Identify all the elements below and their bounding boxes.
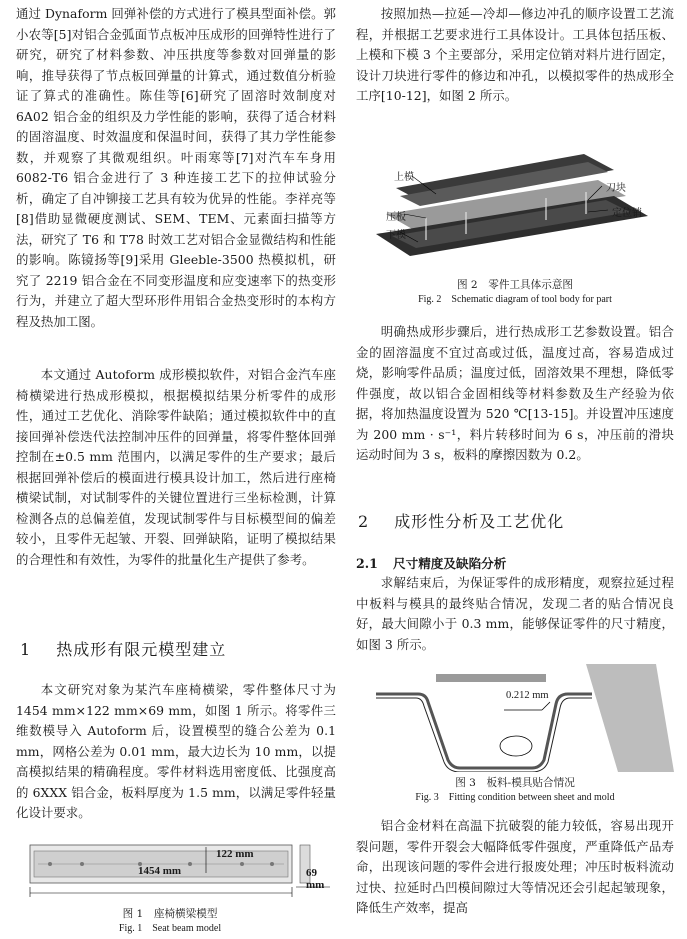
fig3-caption-en: Fig. 3 Fitting condition between sheet and mold [415, 792, 615, 803]
sheet-mold-fit-drawing [356, 664, 674, 772]
subsection-2-1-heading [356, 553, 674, 574]
left-paragraph-1: 通过 Dynaform 回弹补偿的方式进行了模具型面补偿。郭小农等[5]对铝合金弧面节点板冲压成形的回弹特性进行了研究，研究了材料参数、冲压拱度等参数对回弹量的影响，推导获得了节点板回弹量的计算式，通过数值分析验证了算式的准确性。陈佳等[6]研究了固溶时效制度对 6A02 铝合金的组织及力学性能的影响，获得了适合材料的固溶温度、时效温度和保温时间，获得了其力学性能参数，并观察了其微观组织。叶雨寒等[7]对汽车车身用 6082-T6 铝合金进行了 3 种连接工艺下的拉伸试验分析，确定了自冲铆接工艺具有较为优异的性能。李祥亮等[8]借助显微硬度测试、SEM、TEM、元素面扫描等方法，研究了 T6 和 T78 时效工艺对铝合金显微结构和性能的影响。陈镜扬等[9]采用 Gleeble-3500 热模拟机，研究了 2219 铝合金在不同变形温度和应变速率下的热变形行为，并建立了超大型环形件用铝合金热变形时的本构方程及热加工图。 [16, 6, 336, 329]
fig1-length-label: 1454 mm [138, 865, 182, 877]
section-2-title: 成形性分析及工艺优化 [394, 512, 565, 531]
right-paragraph-1: 按照加热—拉延—冷却—修边冲孔的顺序设置工艺流程，并根据工艺要求进行工具体设计。工具体包括压板、上模和下模 3 个主要部分，采用定位销对料片进行固定，设计刀块进行零件的修边和冲孔，以模拟零件的热成形全工序[10-12]，如图 2 所示。 [356, 6, 674, 103]
subsection-2-1-number: 2.1 [356, 556, 378, 571]
figure-1 [20, 843, 336, 939]
beam-hole [188, 862, 192, 866]
right-paragraph-2: 明确热成形步骤后，进行热成形工艺参数设置。铝合金的固溶温度不宜过高或过低，温度过高，容易造成过烧，影响零件品质；温度过低，固溶效果不理想，降低零件强度，故以铝合金固相线等材料参数及生产经验为依据，将加热温度设置为 520 ℃[13-15]。并设置冲压速度为 200 mm · s⁻¹，料片转移时间为 6 s，冲压前的滑块运动时间为 3 s，板料的摩擦因数为 0.2。 [356, 324, 674, 462]
fig2-label-upper-die: 上模 [394, 172, 414, 183]
fig1-caption-cn: 图 1 座椅横梁模型 [122, 908, 218, 920]
gap-leader [542, 702, 550, 710]
section-2-heading [358, 512, 674, 532]
sheet-profile [376, 694, 592, 768]
right-paragraph-3: 求解结束后，为保证零件的成形精度，观察拉延过程中板料与模具的最终贴合情况，发现二者的贴合情况良好，最大间隙小于 0.3 mm，能够保证零件的尺寸精度，如图 3 所示。 [356, 575, 674, 652]
left-paragraph-2: 本文通过 Autoform 成形模拟软件，对铝合金汽车座椅横梁进行热成形模拟，根据模拟结果分析零件的成形性，通过工艺优化、消除零件缺陷；通过模拟软件中的直接回弹补偿迭代法控制冲压件的回弹量，将零件整体回弹控制在±0.5 mm 范围内，以满足零件的生产要求；最后根据回弹补偿后的模面进行模具设计加工，然后进行座椅横梁试制，对试制零件的关键位置进行三坐标检测，计算检测各点的总偏差值，发现试制零件与目标模型间的偏差较小，且零件无起皱、开裂、回弹缺陷，证明了模拟结果的合理性和有效性，为零件的批量化生产提供了参考。 [16, 367, 336, 567]
left-paragraph-3: 本文研究对象为某汽车座椅横梁，零件整体尺寸为 1454 mm×122 mm×69 mm，如图 1 所示。将零件三维数模导入 Autoform 后，设置模型的缝合公差为 0.1 mm，网格公差为 0.01 mm，最大边长为 10 mm，以提高模拟结果的精确程度。零件材料选用密度低、比强度高的 6XXX 铝合金，板料厚度为 1.5 mm，以满足零件轻量化设计要求。 [16, 682, 336, 820]
subsection-2-1-title: 尺寸精度及缺陷分析 [393, 556, 507, 571]
beam-hole [270, 862, 274, 866]
fig1-width-label: 122 mm [216, 848, 254, 860]
fig2-label-lower-die: 下模 [386, 230, 406, 241]
right-paragraph-4: 铝合金材料在高温下抗破裂的能力较低，容易出现开裂问题，零件开裂会大幅降低零件强度，严重降低产品寿命，出现该问题的零件会进行报废处理；冲压时板料流动过快、拉延时凸凹模间隙过大等情况还会引起起皱现象，降低生产效率，提高 [356, 818, 674, 915]
figure-3 [356, 664, 674, 808]
figure-2 [356, 148, 674, 316]
fig3-gap-label: 0.212 mm [506, 690, 549, 701]
mold-top-block [436, 674, 546, 682]
fig2-caption-en: Fig. 2 Schematic diagram of tool body for part [418, 294, 612, 305]
fig2-label-knife: 刀块 [606, 183, 626, 194]
fig1-caption-en: Fig. 1 Seat beam model [118, 923, 222, 934]
fig3-caption-cn: 图 3 板料-模具贴合情况 [455, 777, 575, 789]
section-1-title: 热成形有限元模型建立 [56, 640, 227, 659]
fig1-height-label: 69 mm [306, 867, 325, 891]
beam-hole [48, 862, 52, 866]
section-1-heading [20, 640, 336, 660]
mold-profile [376, 698, 592, 772]
mold-side [586, 664, 674, 772]
beam-hole [80, 862, 84, 866]
fig2-label-pin: 定位销 [612, 208, 642, 219]
fig2-label-press-plate: 压板 [386, 212, 406, 223]
fig2-caption-cn: 图 2 零件工具体示意图 [456, 279, 574, 291]
section-2-number: 2 [358, 512, 370, 531]
beam-hole [240, 862, 244, 866]
gap-highlight-circle [500, 736, 532, 756]
section-1-number: 1 [20, 640, 32, 659]
